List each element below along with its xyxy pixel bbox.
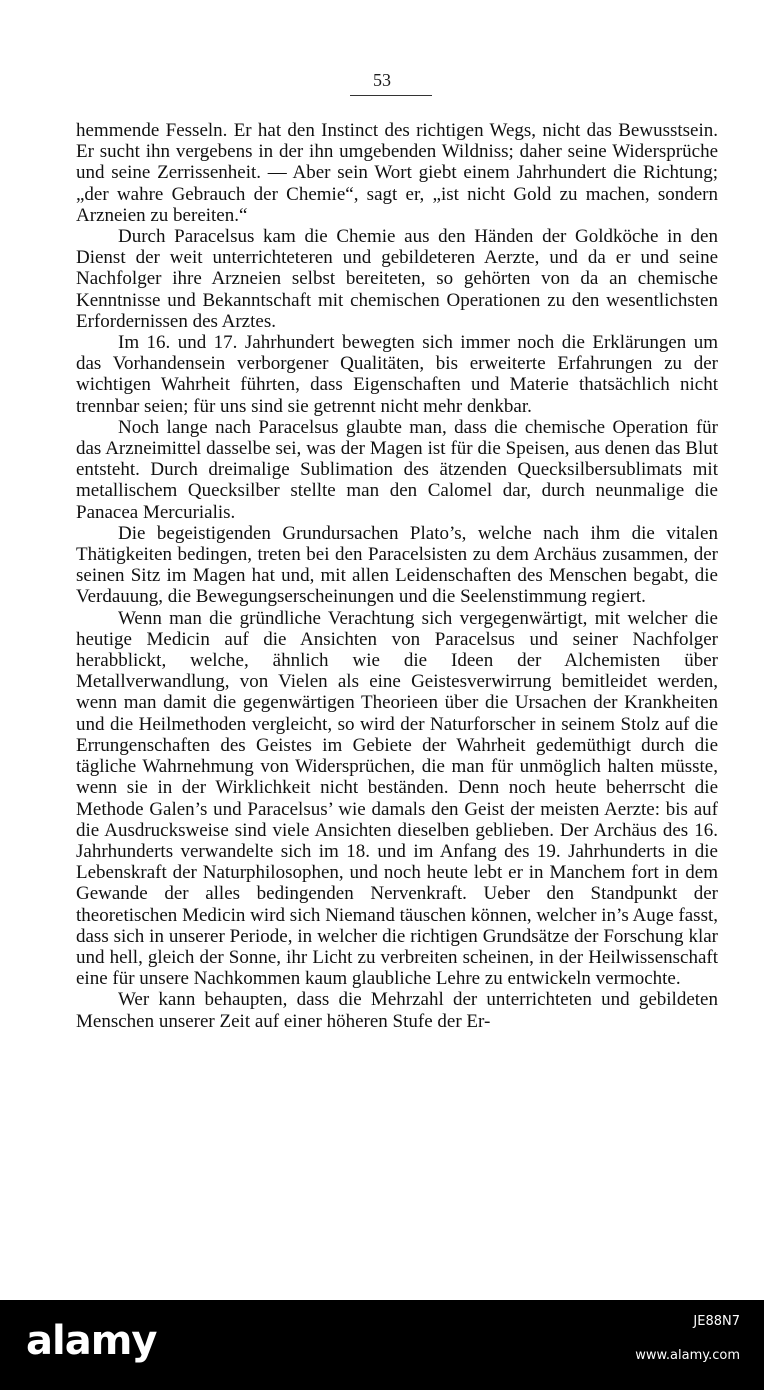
paragraph-5: Die begeistigenden Grundursachen Plato’s, welche nach ihm die vitalen Thätigkeiten bedingen, treten bei den Paracelsisten zu dem Archäus zusammen, der seinen Sitz im Magen hat und, mit allen Leidenschaften des Menschen begabt, die Verdauung, die Bewegungserscheinungen und die Seelenstimmung regiert. bbox=[76, 522, 718, 608]
image-id: JE88N7 bbox=[693, 1314, 740, 1329]
paragraph-7: Wer kann behaupten, dass die Mehrzahl der unterrichteten und gebildeten Menschen unserer Zeit auf einer höheren Stufe der Er- bbox=[76, 989, 718, 1032]
page-number-rule bbox=[350, 95, 432, 96]
paragraph-4: Noch lange nach Paracelsus glaubte man, dass die chemische Operation für das Arzneimittel dasselbe sei, was der Magen ist für die Speisen, aus denen das Blut entsteht. Durch dreimalige Sublimation des ätzenden Quecksilbersublimats mit metallischem Quecksilber stellte man den Calomel dar, durch neunmalige die Panacea Mercurialis. bbox=[76, 416, 718, 523]
body-text bbox=[76, 120, 718, 1032]
paragraph-1: hemmende Fesseln. Er hat den Instinct des richtigen Wegs, nicht das Bewusstsein. Er sucht ihn vergebens in der ihn umgebenden Wildniss; daher seine Widersprüche und seine Zerrissenheit. — Aber sein Wort giebt einem Jahrhundert die Richtung; „der wahre Gebrauch der Chemie“, sagt er, „ist nicht Gold zu machen, sondern Arzneien zu bereiten.“ bbox=[76, 120, 718, 226]
paragraph-6: Wenn man die gründliche Verachtung sich vergegenwärtigt, mit welcher die heutige Medicin auf die Ansichten von Paracelsus und seiner Nachfolger herabblickt, welche, ähnlich wie die Ideen der Alchemisten über Metallverwandlung, von Vielen als eine Geistesverwirrung bemitleidet werden, wenn man damit die gegenwärtigen Theorieen über die Ursachen der Krankheiten und die Heilmethoden vergleicht, so wird der Naturforscher in seinem Stolz auf die Errungenschaften des Geistes im Gebiete der Wahrheit gedemüthigt durch die tägliche Wahrnehmung von Widersprüchen, die man für unmöglich halten müsste, wenn sie in der Wirklichkeit nicht beständen. Denn noch heute beherrscht die Methode Galen’s und Paracelsus’ wie damals den Geist der meisten Aerzte: bis auf die Ausdrucksweise sind viele Ansichten dieselben geblieben. Der Archäus des 16. Jahrhunderts verwandelte sich im 18. und im Anfang des 19. Jahrhunderts in die Lebenskraft der Naturphilosophen, und noch heute lebt er in Manchem fort in dem Gewande der alles bedingenden Nervenkraft. Ueber den Standpunkt der theoretischen Medicin wird sich Niemand täuschen können, welcher in’s Auge fasst, dass sich in unserer Periode, in welcher die richtigen Grundsätze der Forschung klar und hell, gleich der Sonne, ihr Licht zu verbreiten scheinen, in der Heilwissenschaft eine für unsere Nachkommen kaum glaubliche Lehre zu entwickeln vermochte. bbox=[76, 607, 718, 990]
paragraph-3: Im 16. und 17. Jahrhundert bewegten sich immer noch die Erklärungen um das Vorhandensein verborgener Qualitäten, bis erweiterte Erfahrungen zu der wichtigen Wahrheit führten, dass Eigenschaften und Materie thatsächlich nicht trennbar seien; für uns sind sie getrennt nicht mehr denkbar. bbox=[76, 332, 718, 417]
site-url: www.alamy.com bbox=[635, 1348, 740, 1363]
alamy-logo: alamy bbox=[26, 1318, 157, 1364]
paragraph-2: Durch Paracelsus kam die Chemie aus den Händen der Goldköche in den Dienst der weit unterrichteteren und gebildeteren Aerzte, und da er und seine Nachfolger ihre Arzneien selbst bereiteten, so gehörten von da an chemische Kenntnisse und Bekanntschaft mit chemischen Operationen zu den wesentlichsten Erfordernissen des Arztes. bbox=[76, 226, 718, 332]
page-number: 53 bbox=[373, 70, 391, 90]
